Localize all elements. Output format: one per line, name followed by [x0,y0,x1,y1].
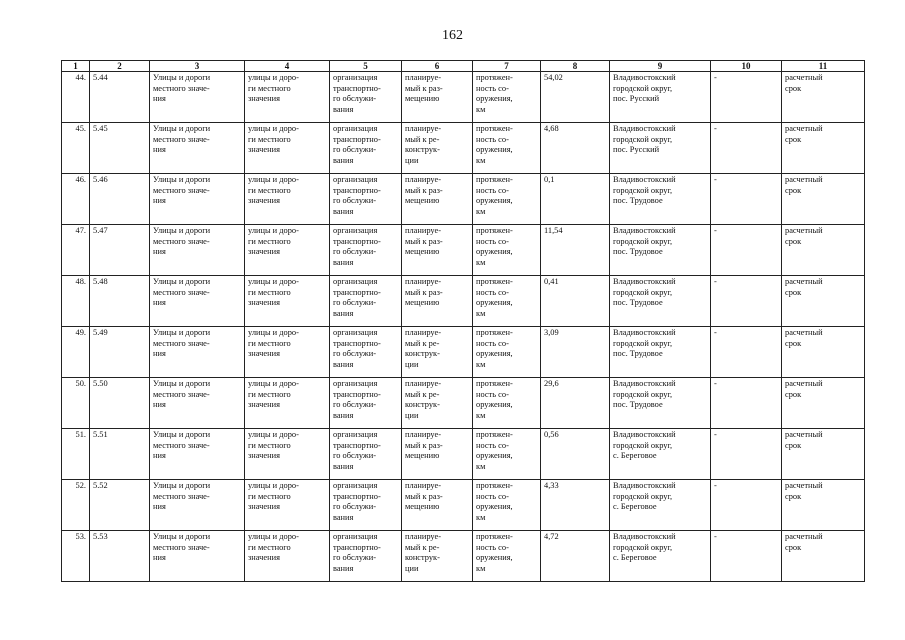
cell-function: организация транспортно- го обслужи- вания [330,174,402,225]
table-row [62,480,865,531]
cell-value: 11,54 [541,225,610,276]
cell-row-number: 46. [62,174,90,225]
cell-object-purpose: улицы и доро- ги местного значения [245,276,330,327]
cell-value: 4,72 [541,531,610,582]
cell-row-number: 48. [62,276,90,327]
cell-value: 0,1 [541,174,610,225]
cell-row-number: 50. [62,378,90,429]
cell-status: планируе- мый к ре- конструк- ции [402,531,473,582]
cell-function: организация транспортно- го обслужи- вания [330,225,402,276]
cell-item-code: 5.48 [90,276,150,327]
table-row [62,225,865,276]
cell-term: расчетный срок [782,123,865,174]
cell-characteristic: протяжен- ность со- оружения, км [473,378,541,429]
cell-item-code: 5.52 [90,480,150,531]
cell-item-code: 5.50 [90,378,150,429]
cell-term: расчетный срок [782,276,865,327]
cell-characteristic: протяжен- ность со- оружения, км [473,72,541,123]
cell-row-number: 52. [62,480,90,531]
column-header-1: 1 [62,61,90,72]
cell-characteristic: протяжен- ность со- оружения, км [473,123,541,174]
cell-status: планируе- мый к ре- конструк- ции [402,378,473,429]
cell-function: организация транспортно- го обслужи- вания [330,327,402,378]
cell-term: расчетный срок [782,327,865,378]
cell-object-type: Улицы и дороги местного значе- ния [150,276,245,327]
cell-object-purpose: улицы и доро- ги местного значения [245,225,330,276]
column-header-5: 5 [330,61,402,72]
cell-object-type: Улицы и дороги местного значе- ния [150,72,245,123]
table-row [62,72,865,123]
cell-object-type: Улицы и дороги местного значе- ния [150,480,245,531]
column-header-9: 9 [610,61,711,72]
table-row [62,276,865,327]
table-row [62,174,865,225]
table-row [62,429,865,480]
cell-function: организация транспортно- го обслужи- вания [330,531,402,582]
cell-term: расчетный срок [782,378,865,429]
cell-location: Владивостокский городской округ, пос. Трудовое [610,225,711,276]
cell-function: организация транспортно- го обслужи- вания [330,480,402,531]
cell-characteristic: протяжен- ность со- оружения, км [473,225,541,276]
cell-status: планируе- мый к раз- мещению [402,276,473,327]
cell-term: расчетный срок [782,480,865,531]
column-header-2: 2 [90,61,150,72]
cell-object-type: Улицы и дороги местного значе- ния [150,378,245,429]
cell-characteristic: протяжен- ность со- оружения, км [473,480,541,531]
cell-status: планируе- мый к раз- мещению [402,174,473,225]
cell-term: расчетный срок [782,225,865,276]
cell-object-purpose: улицы и доро- ги местного значения [245,531,330,582]
column-header-3: 3 [150,61,245,72]
cell-term: расчетный срок [782,72,865,123]
page-number: 162 [442,28,463,43]
column-header-7: 7 [473,61,541,72]
cell-value: 4,68 [541,123,610,174]
column-header-11: 11 [782,61,865,72]
column-header-4: 4 [245,61,330,72]
column-header-8: 8 [541,61,610,72]
cell-characteristic: протяжен- ность со- оружения, км [473,429,541,480]
cell-value: 0,41 [541,276,610,327]
cell-protection-zone: - [711,429,782,480]
cell-term: расчетный срок [782,174,865,225]
cell-item-code: 5.46 [90,174,150,225]
cell-object-purpose: улицы и доро- ги местного значения [245,429,330,480]
cell-protection-zone: - [711,174,782,225]
cell-object-type: Улицы и дороги местного значе- ния [150,225,245,276]
cell-row-number: 45. [62,123,90,174]
cell-object-type: Улицы и дороги местного значе- ния [150,531,245,582]
cell-object-type: Улицы и дороги местного значе- ния [150,174,245,225]
cell-characteristic: протяжен- ность со- оружения, км [473,327,541,378]
table-body [62,72,865,582]
table-row [62,327,865,378]
cell-status: планируе- мый к раз- мещению [402,225,473,276]
cell-object-purpose: улицы и доро- ги местного значения [245,327,330,378]
column-header-6: 6 [402,61,473,72]
cell-item-code: 5.47 [90,225,150,276]
cell-protection-zone: - [711,378,782,429]
cell-row-number: 53. [62,531,90,582]
cell-item-code: 5.49 [90,327,150,378]
cell-protection-zone: - [711,531,782,582]
cell-object-purpose: улицы и доро- ги местного значения [245,480,330,531]
cell-function: организация транспортно- го обслужи- вания [330,378,402,429]
cell-value: 3,09 [541,327,610,378]
cell-protection-zone: - [711,72,782,123]
cell-status: планируе- мый к раз- мещению [402,480,473,531]
cell-status: планируе- мый к раз- мещению [402,429,473,480]
cell-value: 0,56 [541,429,610,480]
cell-row-number: 49. [62,327,90,378]
cell-value: 4,33 [541,480,610,531]
table-row [62,123,865,174]
cell-status: планируе- мый к раз- мещению [402,72,473,123]
cell-protection-zone: - [711,327,782,378]
cell-location: Владивостокский городской округ, с. Береговое [610,480,711,531]
table-row [62,378,865,429]
cell-object-type: Улицы и дороги местного значе- ния [150,429,245,480]
cell-characteristic: протяжен- ность со- оружения, км [473,276,541,327]
cell-function: организация транспортно- го обслужи- вания [330,72,402,123]
cell-function: организация транспортно- го обслужи- вания [330,276,402,327]
cell-term: расчетный срок [782,531,865,582]
cell-location: Владивостокский городской округ, пос. Трудовое [610,378,711,429]
cell-function: организация транспортно- го обслужи- вания [330,429,402,480]
cell-location: Владивостокский городской округ, с. Береговое [610,429,711,480]
cell-status: планируе- мый к ре- конструк- ции [402,123,473,174]
cell-row-number: 47. [62,225,90,276]
cell-location: Владивостокский городской округ, пос. Трудовое [610,276,711,327]
cell-object-purpose: улицы и доро- ги местного значения [245,174,330,225]
cell-characteristic: протяжен- ность со- оружения, км [473,531,541,582]
cell-object-type: Улицы и дороги местного значе- ния [150,327,245,378]
table-header-row [62,61,865,72]
cell-object-purpose: улицы и доро- ги местного значения [245,72,330,123]
cell-item-code: 5.53 [90,531,150,582]
cell-item-code: 5.45 [90,123,150,174]
cell-protection-zone: - [711,123,782,174]
cell-protection-zone: - [711,480,782,531]
cell-term: расчетный срок [782,429,865,480]
cell-location: Владивостокский городской округ, с. Береговое [610,531,711,582]
cell-row-number: 51. [62,429,90,480]
cell-object-purpose: улицы и доро- ги местного значения [245,123,330,174]
cell-function: организация транспортно- го обслужи- вания [330,123,402,174]
cell-value: 29,6 [541,378,610,429]
cell-location: Владивостокский городской округ, пос. Русский [610,72,711,123]
cell-item-code: 5.44 [90,72,150,123]
cell-item-code: 5.51 [90,429,150,480]
cell-protection-zone: - [711,225,782,276]
cell-object-type: Улицы и дороги местного значе- ния [150,123,245,174]
cell-object-purpose: улицы и доро- ги местного значения [245,378,330,429]
cell-location: Владивостокский городской округ, пос. Русский [610,123,711,174]
cell-characteristic: протяжен- ность со- оружения, км [473,174,541,225]
column-header-10: 10 [711,61,782,72]
cell-protection-zone: - [711,276,782,327]
table-row [62,531,865,582]
cell-value: 54,02 [541,72,610,123]
cell-status: планируе- мый к ре- конструк- ции [402,327,473,378]
cell-location: Владивостокский городской округ, пос. Трудовое [610,327,711,378]
cell-row-number: 44. [62,72,90,123]
infrastructure-table [61,60,865,582]
cell-location: Владивостокский городской округ, пос. Трудовое [610,174,711,225]
